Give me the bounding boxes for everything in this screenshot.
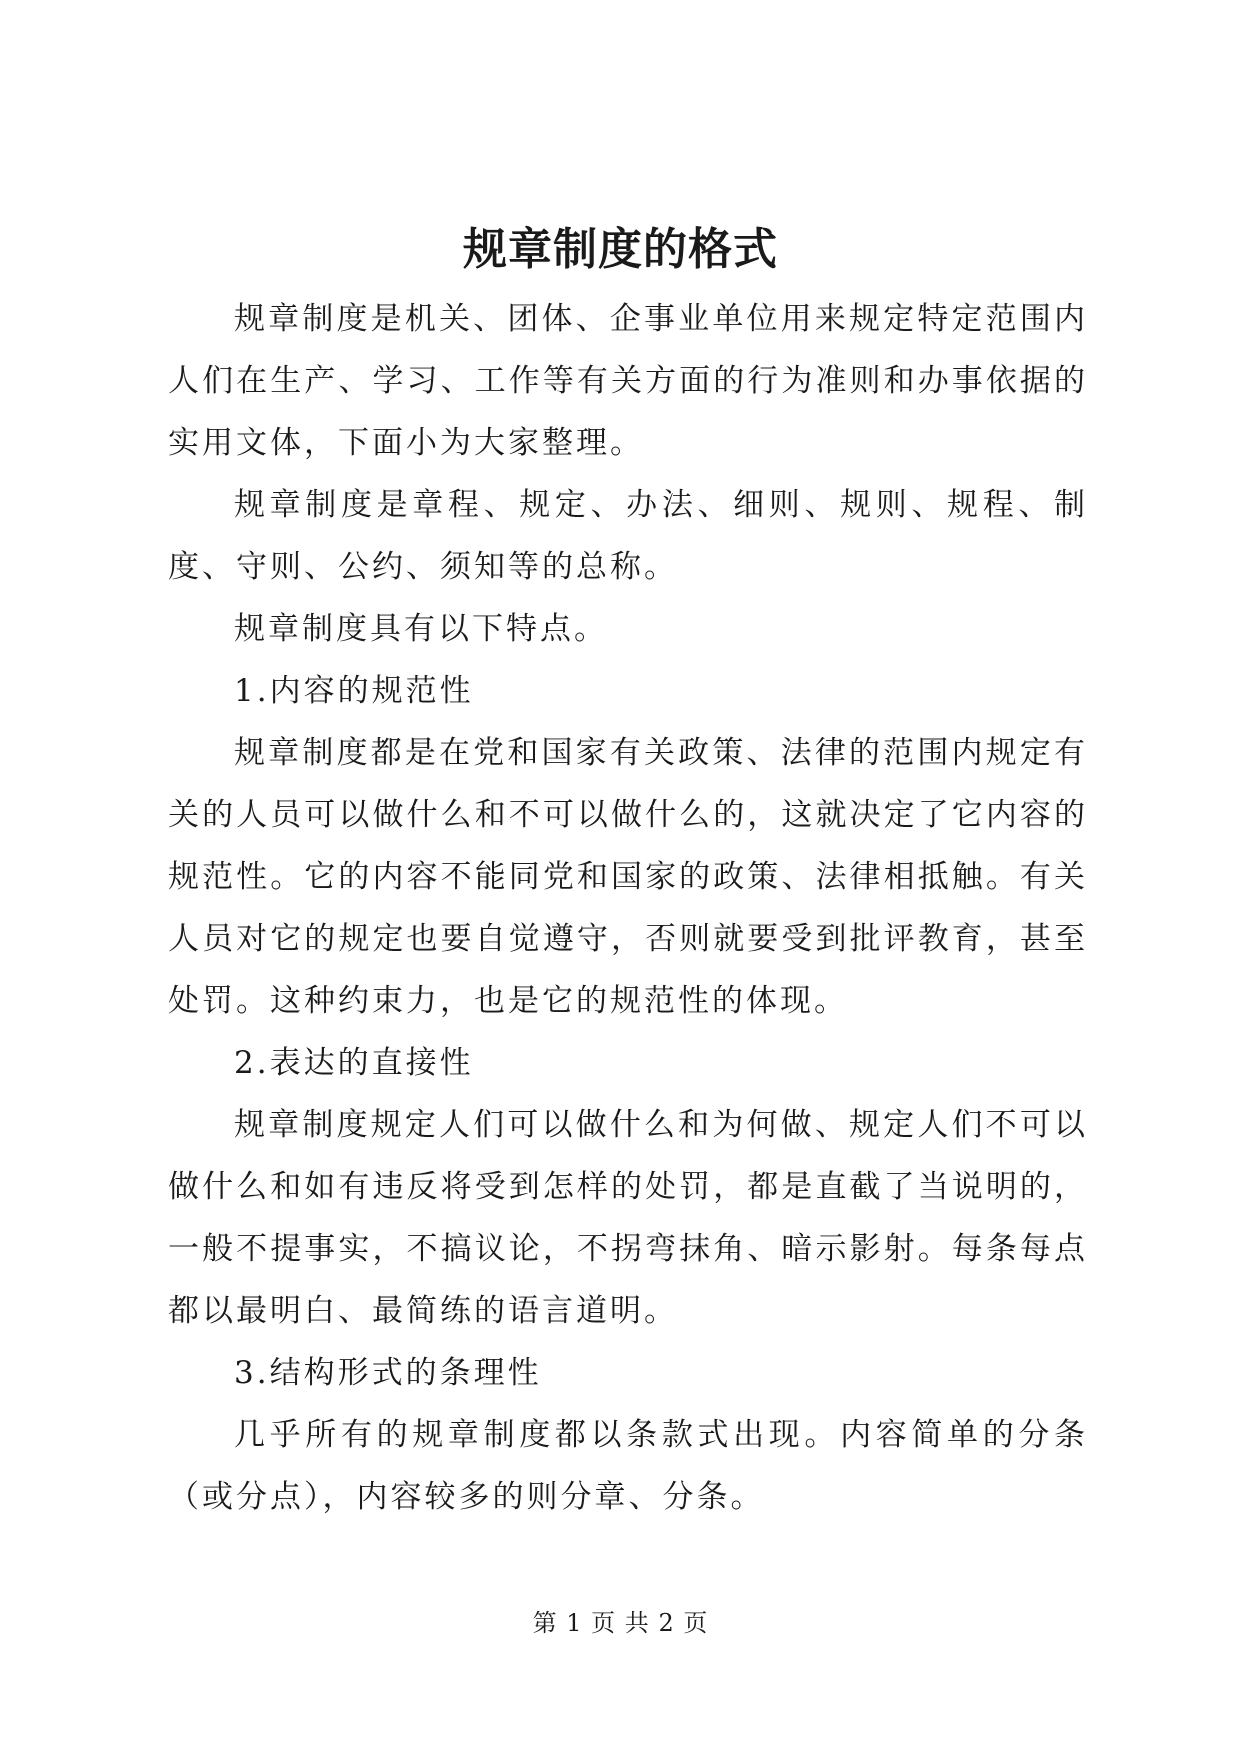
paragraph-section-3: 几乎所有的规章制度都以条款式出现。内容简单的分条（或分点），内容较多的则分章、分条。 (168, 1417, 1088, 1515)
paragraph-section-2: 规章制度规定人们可以做什么和为何做、规定人们不可以做什么和如有违反将受到怎样的处罚，都是直截了当说明的，一般不提事实，不搞议论，不拐弯抹角、暗示影射。每条每点都以最明白、最简练的语言道明。 (168, 1107, 1088, 1329)
section-heading-3: 3.结构形式的条理性 (234, 1355, 542, 1391)
paragraph-intro: 规章制度是机关、团体、企事业单位用来规定特定范围内人们在生产、学习、工作等有关方面的行为准则和办事依据的实用文体，下面小为大家整理。 (168, 301, 1088, 461)
page-number-footer: 第 1 页 共 2 页 (532, 1609, 709, 1637)
paragraph-section-1: 规章制度都是在党和国家有关政策、法律的范围内规定有关的人员可以做什么和不可以做什么的，这就决定了它内容的规范性。它的内容不能同党和国家的政策、法律相抵触。有关人员对它的规定也要自觉遵守，否则就要受到批评教育，甚至处罚。这种约束力，也是它的规范性的体现。 (168, 735, 1088, 1019)
section-heading-1: 1.内容的规范性 (234, 673, 474, 709)
document-body (168, 288, 1088, 1528)
paragraph-definition: 规章制度是章程、规定、办法、细则、规则、规程、制度、守则、公约、须知等的总称。 (168, 487, 1088, 585)
section-heading-2: 2.表达的直接性 (234, 1045, 474, 1081)
paragraph-features-intro: 规章制度具有以下特点。 (234, 611, 608, 647)
document-title: 规章制度的格式 (463, 224, 778, 275)
